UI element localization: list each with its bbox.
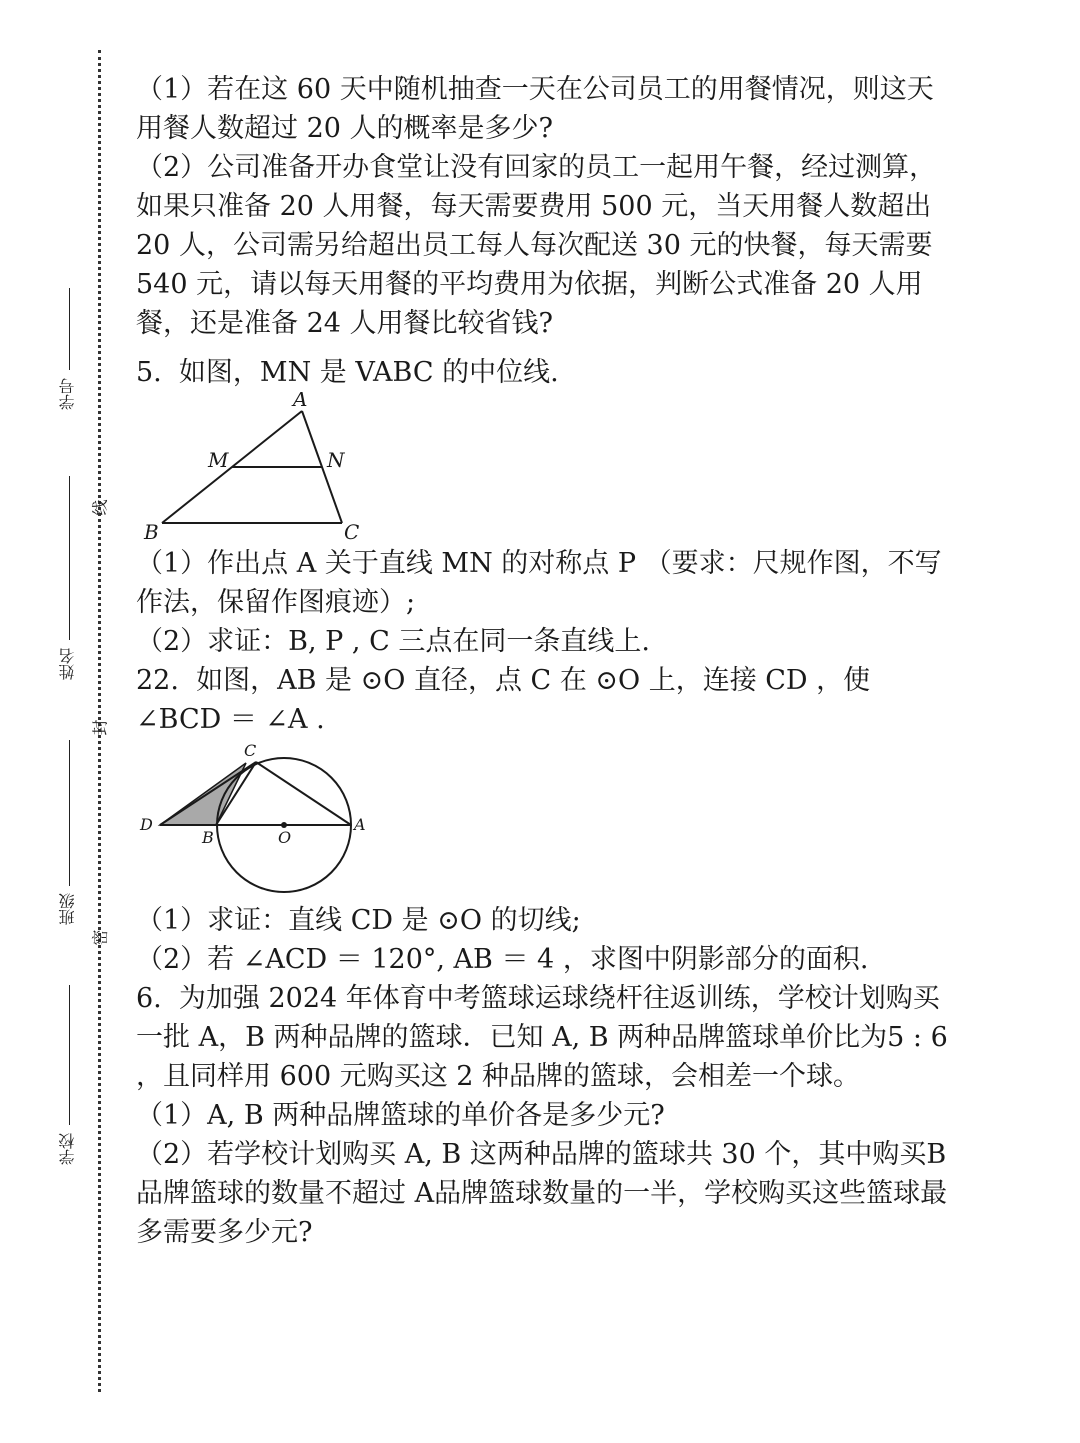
problem22-stem: 22. 如图，AB 是 ⊙O 直径，点 C 在 ⊙O 上，连接 CD ，使 ∠BCD ＝ ∠A . bbox=[136, 665, 879, 735]
label-o: O bbox=[278, 828, 292, 847]
problem5-question-2: （2）求证：B, P , C 三点在同一条直线上. bbox=[136, 626, 650, 657]
food-question-1: （1）若在这 60 天中随机抽查一天在公司员工的用餐情况，则这天用餐人数超过 20 人的概率是多少? bbox=[136, 74, 934, 144]
label-c2: C bbox=[244, 741, 257, 760]
name-label: 姓名 bbox=[58, 648, 77, 680]
cut-mark-line: 线 bbox=[90, 499, 110, 516]
chord-ca bbox=[256, 762, 351, 825]
student-id-label: 学号 bbox=[58, 378, 77, 410]
triangle-figure bbox=[136, 392, 396, 544]
problem22-question-2: （2）若 ∠ACD ＝ 120°, AB ＝ 4 ，求图中阴影部分的面积. bbox=[136, 944, 869, 975]
problem6-stem: 6. 为加强 2024 年体育中考篮球运球绕杆往返训练，学校计划购买一批 A，B 两种品牌的篮球．已知 A, B 两种品牌篮球单价比为5 : 6 ，且同样用 600 元购买这 2 种品牌的篮球，会相差一个球。 bbox=[136, 983, 957, 1092]
label-c: C bbox=[344, 520, 360, 544]
problem22-question-1: （1）求证：直线 CD 是 ⊙O 的切线; bbox=[136, 905, 581, 936]
problem6-question-2: （2）若学校计划购买 A, B 这两种品牌的篮球共 30 个，其中购买B 品牌篮球的数量不超过 A品牌篮球数量的一半，学校购买这些篮球最多需要多少元? bbox=[136, 1139, 955, 1248]
school-blank bbox=[69, 985, 70, 1125]
problem5-question-1: （1）作出点 A 关于直线 MN 的对称点 P （要求：尺规作图，不写作法，保留作图痕迹）; bbox=[136, 548, 942, 618]
cut-mark-seal: 封 bbox=[90, 719, 110, 736]
label-a2: A bbox=[354, 815, 366, 834]
problem6-question-1: （1）A, B 两种品牌篮球的单价各是多少元? bbox=[136, 1100, 665, 1131]
class-label: 班级 bbox=[58, 893, 77, 925]
label-b: B bbox=[144, 520, 159, 544]
problem5-stem: 5. 如图，MN 是 VABC 的中位线. bbox=[136, 357, 559, 388]
cut-mark-secret: 密 bbox=[90, 929, 110, 946]
circle-figure bbox=[136, 739, 396, 901]
student-id-blank bbox=[69, 288, 70, 370]
label-d: D bbox=[140, 815, 153, 834]
label-b2: B bbox=[202, 828, 214, 847]
class-blank bbox=[69, 740, 70, 886]
label-m: M bbox=[208, 448, 229, 472]
worksheet-content bbox=[136, 70, 956, 1252]
name-blank bbox=[69, 476, 70, 640]
label-a: A bbox=[293, 392, 308, 411]
food-question-2: （2）公司准备开办食堂让没有回家的员工一起用午餐，经过测算，如果只准备 20 人用餐，每天需要费用 500 元，当天用餐人数超出 20 人，公司需另给超出员工每人每次配送 30 元的快餐，每天需要 540 元，请以每天用餐的平均费用为依据，判断公式准备 20 人用餐，还是准备 24 人用餐比较省钱? bbox=[136, 152, 942, 339]
triangle-lines bbox=[162, 411, 342, 523]
school-label: 学校 bbox=[58, 1133, 77, 1165]
label-n: N bbox=[327, 448, 345, 472]
